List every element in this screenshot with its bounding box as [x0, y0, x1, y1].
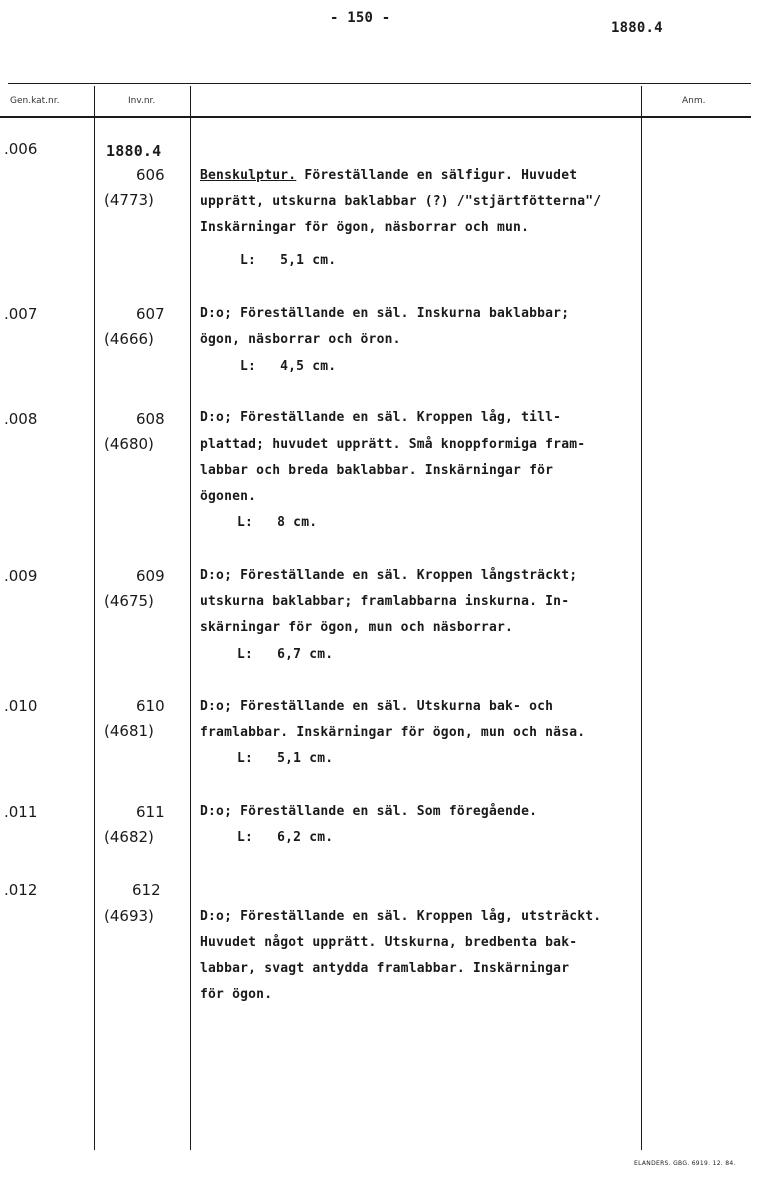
- inv-old-number: (4773): [104, 191, 154, 209]
- inv-number: 609: [136, 567, 165, 585]
- entry-description-line: D:o; Föreställande en säl. Kroppen långsträckt;: [200, 568, 578, 583]
- gen-number: .006: [4, 140, 38, 158]
- entry-description-line: D:o; Föreställande en säl. Kroppen låg, utsträckt.: [200, 909, 602, 924]
- inv-old-number: (4680): [104, 435, 154, 453]
- entry-description-line: ögon, näsborrar och öron.: [200, 332, 401, 347]
- header-anm: Anm.: [682, 96, 706, 106]
- header-gen-kat-nr: Gen.kat.nr.: [10, 96, 60, 106]
- inv-number: 610: [136, 697, 165, 715]
- entry-length: L: 8 cm.: [237, 515, 318, 530]
- entry-description-line: för ögon.: [200, 987, 273, 1002]
- gen-number: .010: [4, 697, 38, 715]
- page-number: - 150 -: [330, 10, 391, 26]
- column-divider-1: [94, 86, 95, 1150]
- inv-number: 606: [136, 166, 165, 184]
- entry-length: L: 5,1 cm.: [237, 751, 334, 766]
- entry-length: L: 5,1 cm.: [240, 253, 337, 268]
- gen-number: .009: [4, 567, 38, 585]
- page-accession: 1880.4: [611, 20, 663, 36]
- header-bottom-rule: [0, 116, 751, 118]
- entry-description-line: skärningar för ögon, mun och näsborrar.: [200, 620, 514, 635]
- inv-number: 607: [136, 305, 165, 323]
- entry-description-line: framlabbar. Inskärningar för ögon, mun och näsa.: [200, 725, 586, 740]
- entry-description-line: D:o; Föreställande en säl. Som föregående.: [200, 804, 538, 819]
- inv-old-number: (4666): [104, 330, 154, 348]
- inv-number: 611: [136, 803, 165, 821]
- entry-description-line: D:o; Föreställande en säl. Kroppen låg, till-: [200, 410, 562, 425]
- entry-description-line: D:o; Föreställande en säl. Utskurna bak- och: [200, 699, 554, 714]
- entry-length: L: 6,2 cm.: [237, 830, 334, 845]
- entry-description-line: [200, 168, 577, 183]
- gen-number: .007: [4, 305, 38, 323]
- entry-description-line: plattad; huvudet upprätt. Små knoppformiga fram-: [200, 437, 586, 452]
- entry-length: L: 4,5 cm.: [240, 359, 337, 374]
- entry-description-line: Inskärningar för ögon, näsborrar och mun.: [200, 220, 530, 235]
- inv-number: 608: [136, 410, 165, 428]
- gen-number: .008: [4, 410, 38, 428]
- entry-description-line: labbar, svagt antydda framlabbar. Inskärningar: [200, 961, 570, 976]
- inv-old-number: (4681): [104, 722, 154, 740]
- inv-old-number: (4693): [104, 907, 154, 925]
- entry-description-line: labbar och breda baklabbar. Inskärningar för: [200, 463, 554, 478]
- header-top-rule: [8, 83, 751, 84]
- inv-accession: 1880.4: [106, 142, 162, 160]
- entry-text: Föreställande en sälfigur. Huvudet: [296, 168, 578, 183]
- gen-number: .011: [4, 803, 38, 821]
- column-divider-3: [641, 86, 642, 1150]
- header-inv-nr: Inv.nr.: [128, 96, 156, 106]
- entry-description-line: upprätt, utskurna baklabbar (?) /"stjärtfötterna"/: [200, 194, 602, 209]
- gen-number: .012: [4, 881, 38, 899]
- printer-footer: ELANDERS. GBG. 6919. 12. 84.: [634, 1160, 736, 1167]
- inv-number: 612: [132, 881, 161, 899]
- entry-description-line: ögonen.: [200, 489, 257, 504]
- entry-description-line: utskurna baklabbar; framlabbarna inskurna. In-: [200, 594, 570, 609]
- entry-description-line: Huvudet något upprätt. Utskurna, bredbenta bak-: [200, 935, 578, 950]
- entry-description-line: D:o; Föreställande en säl. Inskurna baklabbar;: [200, 306, 570, 321]
- entry-length: L: 6,7 cm.: [237, 647, 334, 662]
- inv-old-number: (4682): [104, 828, 154, 846]
- column-divider-2: [190, 86, 191, 1150]
- entry-label: Benskulptur.: [200, 168, 297, 183]
- inv-old-number: (4675): [104, 592, 154, 610]
